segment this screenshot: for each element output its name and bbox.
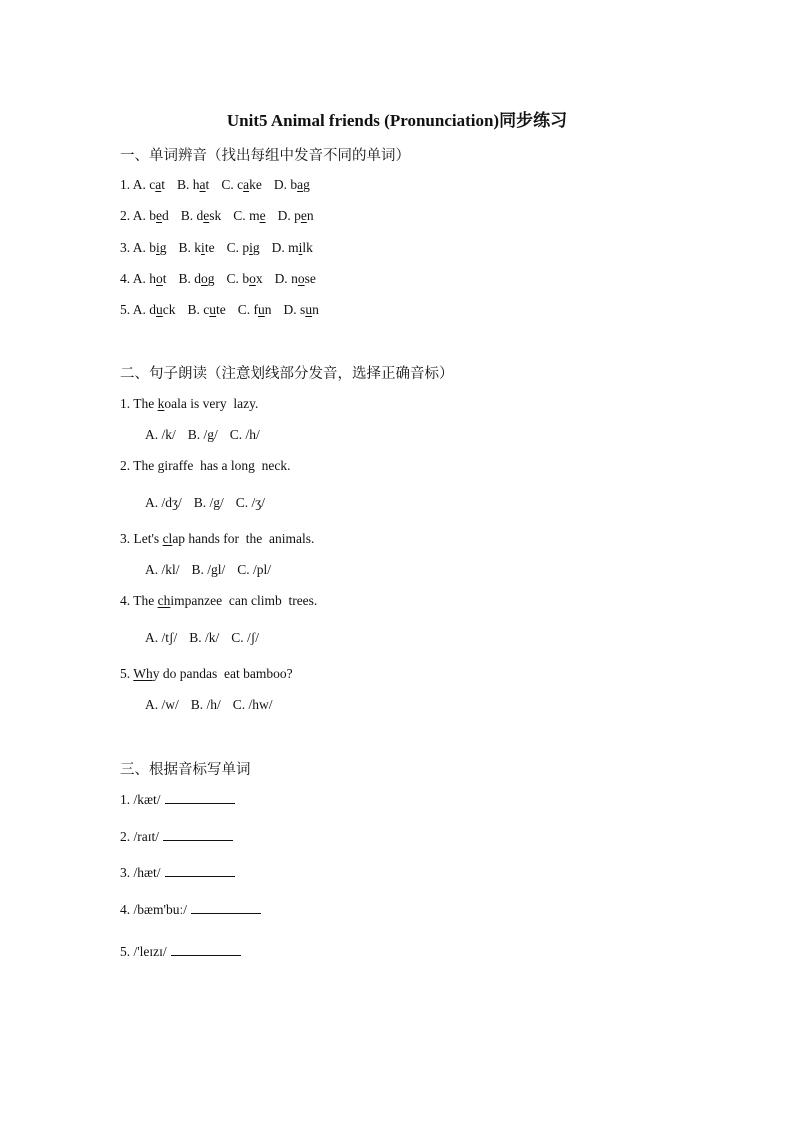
phonetic-item-1 bbox=[120, 791, 235, 808]
option-letter: B. bbox=[180, 208, 197, 223]
word-part: g bbox=[303, 177, 310, 192]
sentence-1 bbox=[120, 396, 258, 412]
word-part: p bbox=[242, 240, 250, 255]
sentence-2 bbox=[120, 458, 290, 474]
question-number: 4. bbox=[120, 271, 133, 286]
option-d bbox=[274, 177, 310, 192]
word-part: te bbox=[216, 302, 226, 317]
sentence-5 bbox=[120, 666, 293, 682]
word-part: t bbox=[161, 177, 166, 192]
word-part: b bbox=[149, 208, 157, 223]
word-part: g bbox=[159, 240, 167, 255]
phonetic-item-4 bbox=[120, 901, 261, 918]
section1-heading: 一、单词辨音（找出每组中发音不同的单词） bbox=[120, 148, 410, 164]
word-part: s bbox=[300, 302, 306, 317]
phonetic-prompt: 2. /raɪt/ bbox=[120, 829, 159, 844]
underlined-letter: e bbox=[300, 208, 307, 223]
answer-blank[interactable] bbox=[165, 864, 235, 877]
option-b bbox=[188, 302, 226, 317]
phonetic-option: B. /h/ bbox=[190, 697, 221, 712]
underlined-letter: e bbox=[203, 208, 210, 223]
option-letter: B. bbox=[177, 177, 193, 192]
word-part: b bbox=[290, 177, 298, 192]
underlined-letters: ch bbox=[157, 593, 171, 608]
word-part: f bbox=[253, 302, 259, 317]
underlined-letters: k bbox=[157, 396, 165, 411]
word-part: n bbox=[264, 302, 272, 317]
question-number: 5. bbox=[120, 302, 133, 317]
underlined-letter: o bbox=[201, 271, 208, 286]
underlined-letter: u bbox=[305, 302, 313, 317]
underlined-letter: i bbox=[249, 240, 253, 255]
word-part: m bbox=[288, 240, 299, 255]
word-part: g bbox=[252, 240, 260, 255]
option-d bbox=[272, 240, 313, 255]
phonetic-prompt: 5. /'leɪzɪ/ bbox=[120, 944, 167, 959]
word-part: ck bbox=[162, 302, 176, 317]
word-part: se bbox=[304, 271, 316, 286]
option-letter: A. bbox=[132, 208, 150, 223]
underlined-letter: e bbox=[259, 208, 266, 223]
word-group-4 bbox=[120, 271, 316, 287]
word-part: b bbox=[242, 271, 250, 286]
underlined-letter: o bbox=[156, 271, 163, 286]
option-letter: B. bbox=[178, 271, 195, 286]
question-number: 2. bbox=[120, 208, 133, 223]
option-letter: D. bbox=[274, 271, 292, 286]
phonetic-option: B. /k/ bbox=[189, 630, 220, 645]
option-d bbox=[284, 302, 319, 317]
word-part: c bbox=[149, 177, 156, 192]
option-letter: A. bbox=[132, 302, 150, 317]
underlined-letter: o bbox=[297, 271, 305, 286]
word-part: n bbox=[291, 271, 298, 286]
underlined-letter: i bbox=[201, 240, 205, 255]
word-part: n bbox=[312, 302, 319, 317]
option-d bbox=[275, 271, 316, 286]
option-a bbox=[133, 208, 169, 223]
word-part: d bbox=[194, 271, 202, 286]
sentence-4 bbox=[120, 593, 317, 609]
word-part: x bbox=[255, 271, 263, 286]
answer-blank[interactable] bbox=[191, 901, 261, 914]
sentence-text: ap hands for the animals. bbox=[172, 531, 315, 546]
answer-blank[interactable] bbox=[171, 943, 241, 956]
section3-heading: 三、根据音标写单词 bbox=[120, 762, 251, 778]
word-part: d bbox=[162, 208, 169, 223]
underlined-letter: e bbox=[156, 208, 163, 223]
phonetic-prompt: 4. /bæm'buː/ bbox=[120, 902, 187, 917]
phonetic-option: A. /k/ bbox=[145, 427, 176, 442]
phonetic-option: A. /dʒ/ bbox=[145, 495, 182, 510]
word-part: c bbox=[203, 302, 210, 317]
option-a bbox=[133, 271, 167, 286]
underlined-letter: a bbox=[199, 177, 206, 192]
option-letter: A. bbox=[132, 177, 150, 192]
option-letter: C. bbox=[233, 208, 250, 223]
phonetic-prompt: 3. /hæt/ bbox=[120, 865, 161, 880]
option-c bbox=[238, 302, 272, 317]
answer-blank[interactable] bbox=[165, 791, 235, 804]
phonetic-item-5 bbox=[120, 943, 241, 960]
option-letter: D. bbox=[277, 208, 295, 223]
sentence-text: y do pandas eat bamboo? bbox=[152, 666, 293, 681]
option-b bbox=[179, 240, 215, 255]
phonetic-option: C. /ʃ/ bbox=[231, 630, 260, 645]
phonetic-option: A. /kl/ bbox=[145, 562, 180, 577]
word-part: te bbox=[204, 240, 215, 255]
phonetic-item-3 bbox=[120, 864, 235, 881]
underlined-letter: i bbox=[156, 240, 160, 255]
phonetic-option: C. /h/ bbox=[229, 427, 260, 442]
option-letter: A. bbox=[132, 271, 150, 286]
option-a bbox=[133, 177, 165, 192]
word-part: g bbox=[207, 271, 215, 286]
option-a bbox=[133, 240, 167, 255]
phonetic-option: C. /ʒ/ bbox=[235, 495, 266, 510]
section2-heading: 二、句子朗读（注意划线部分发音，选择正确音标） bbox=[120, 366, 454, 382]
underlined-letter: u bbox=[258, 302, 265, 317]
sentence-text: 3. Let's bbox=[120, 531, 163, 546]
sentence-3 bbox=[120, 531, 314, 547]
word-part: h bbox=[192, 177, 200, 192]
word-part: ke bbox=[249, 177, 262, 192]
sentence-4-options bbox=[145, 630, 259, 646]
phonetic-option: A. /tʃ/ bbox=[145, 630, 178, 645]
page-title: Unit5 Animal friends (Pronunciation)同步练习 bbox=[226, 111, 568, 130]
underlined-letters: Wh bbox=[133, 666, 153, 681]
answer-blank[interactable] bbox=[163, 828, 233, 841]
underlined-letter: a bbox=[297, 177, 304, 192]
option-c bbox=[227, 240, 260, 255]
word-group-2 bbox=[120, 208, 314, 224]
option-b bbox=[177, 177, 209, 192]
option-letter: D. bbox=[273, 177, 291, 192]
question-number: 1. bbox=[120, 177, 133, 192]
option-letter: C. bbox=[226, 240, 243, 255]
sentence-5-options bbox=[145, 697, 273, 713]
sentence-text: impanzee can climb trees. bbox=[170, 593, 318, 608]
question-number: 3. bbox=[120, 240, 133, 255]
phonetic-option: A. /w/ bbox=[145, 697, 179, 712]
option-c bbox=[221, 177, 262, 192]
sentence-text: 5. bbox=[120, 666, 134, 681]
word-part: lk bbox=[302, 240, 313, 255]
option-letter: C. bbox=[237, 302, 254, 317]
sentence-3-options bbox=[145, 562, 271, 578]
option-b bbox=[179, 271, 215, 286]
option-letter: D. bbox=[283, 302, 301, 317]
word-part: c bbox=[237, 177, 244, 192]
phonetic-option: B. /g/ bbox=[187, 427, 218, 442]
option-a bbox=[133, 302, 176, 317]
word-part: sk bbox=[209, 208, 222, 223]
sentence-text: oala is very lazy. bbox=[164, 396, 259, 411]
underlined-letter: o bbox=[249, 271, 256, 286]
word-part: b bbox=[149, 240, 157, 255]
option-c bbox=[233, 208, 265, 223]
underlined-letter: u bbox=[209, 302, 217, 317]
underlined-letter: u bbox=[156, 302, 163, 317]
phonetic-prompt: 1. /kæt/ bbox=[120, 792, 161, 807]
word-group-3 bbox=[120, 240, 313, 256]
phonetic-option: B. /gl/ bbox=[191, 562, 226, 577]
option-letter: C. bbox=[226, 271, 243, 286]
underlined-letter: i bbox=[298, 240, 303, 255]
option-letter: C. bbox=[221, 177, 238, 192]
word-part: d bbox=[149, 302, 157, 317]
word-part: d bbox=[196, 208, 204, 223]
word-part: m bbox=[249, 208, 260, 223]
underlined-letters: cl bbox=[162, 531, 173, 546]
word-part: h bbox=[149, 271, 157, 286]
option-d bbox=[278, 208, 314, 223]
word-group-1 bbox=[120, 177, 310, 193]
option-letter: B. bbox=[178, 240, 195, 255]
word-part: k bbox=[194, 240, 202, 255]
sentence-text: 4. The bbox=[120, 593, 158, 608]
phonetic-option: C. /hw/ bbox=[232, 697, 273, 712]
option-letter: A. bbox=[132, 240, 150, 255]
sentence-text: 1. The bbox=[120, 396, 158, 411]
word-group-5 bbox=[120, 302, 319, 318]
option-b bbox=[181, 208, 222, 223]
phonetic-option: B. /g/ bbox=[193, 495, 224, 510]
underlined-letter: a bbox=[243, 177, 250, 192]
phonetic-option: C. /pl/ bbox=[237, 562, 272, 577]
sentence-1-options bbox=[145, 427, 260, 443]
word-part: t bbox=[205, 177, 210, 192]
option-letter: D. bbox=[271, 240, 289, 255]
word-part: p bbox=[294, 208, 301, 223]
option-letter: B. bbox=[187, 302, 204, 317]
word-part: n bbox=[306, 208, 314, 223]
option-c bbox=[227, 271, 263, 286]
underlined-letter: a bbox=[155, 177, 162, 192]
sentence-2-options bbox=[145, 495, 265, 511]
sentence-text: 2. The giraffe has a long neck. bbox=[120, 458, 291, 473]
word-part: t bbox=[162, 271, 167, 286]
phonetic-item-2 bbox=[120, 828, 233, 845]
